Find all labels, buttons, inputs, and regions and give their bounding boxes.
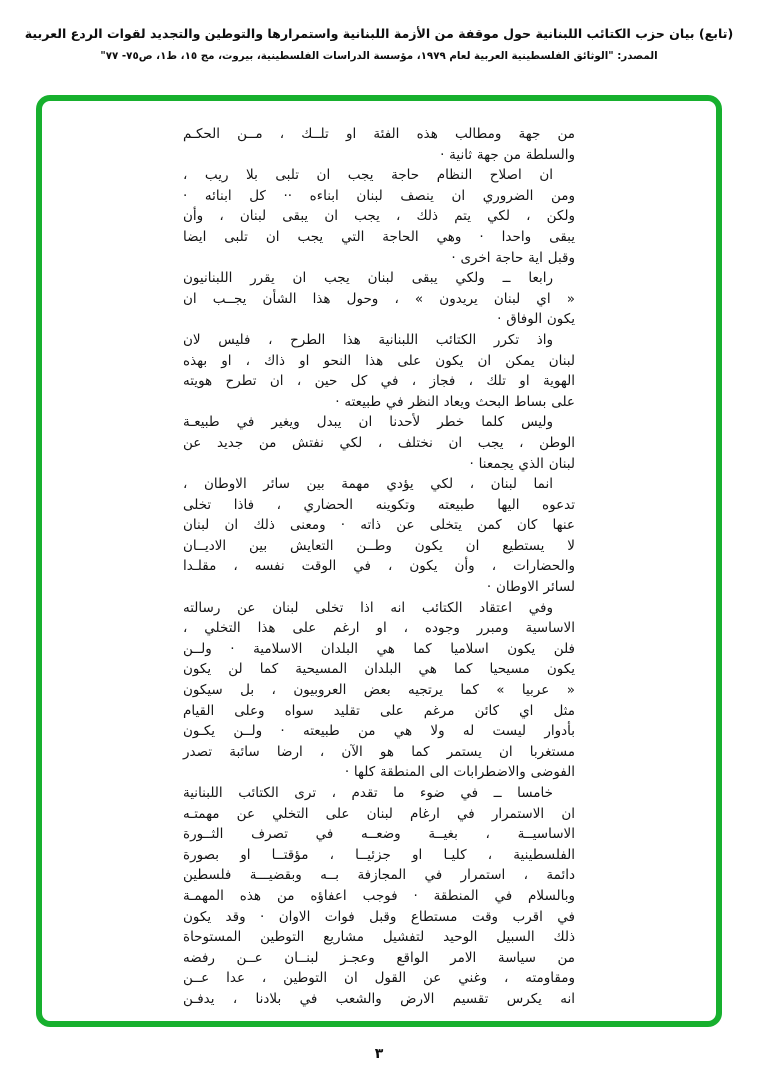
text-line: لبنان الذي يجمعنا · xyxy=(469,455,575,472)
text-line: عنها كان كمن يتخلى عن ذاته · ومعنى ذلك ان لبنان xyxy=(183,517,575,534)
text-line: « عربيا » كما يرتجيه بعض العروبيون ، بل سيكون xyxy=(183,682,575,699)
text-line: ولكن ، لكي يتم ذلك ، يجب ان يبقى لبنان ، وأن xyxy=(183,208,575,225)
body-text xyxy=(183,124,575,1010)
paragraph xyxy=(183,474,575,598)
text-line: ومقاومته ، وغني عن القول ان التوطين ، عدا عــن xyxy=(183,970,575,987)
paragraph xyxy=(183,783,575,1010)
text-line: وبالسلام في المنطقة · فوجب اعفاؤه من هذه المهمـة xyxy=(183,887,575,904)
green-border-frame xyxy=(36,95,722,1027)
text-line: والسلطة من جهة ثانية · xyxy=(440,146,575,163)
text-line: ان اصلاح النظام حاجة يجب ان تلبى بلا ريب ، xyxy=(183,167,553,184)
text-line: الاساسيــة ، بغيــة وضعــه في تصرف الثــورة xyxy=(183,826,575,843)
text-line: يكون الوفاق · xyxy=(497,311,575,328)
text-line: دائمة ، استمرار في المجازفة بــه وبقضيـــة فلسطين xyxy=(183,867,575,884)
text-line: وفي اعتقاد الكتائب انه اذا تخلى لبنان عن رسالته xyxy=(183,599,553,616)
text-line: وليس كلما خطر لأحدنا ان يبدل ويغير في طبيعـة xyxy=(183,414,553,431)
text-line: فلن يكون اسلاميا كما هي البلدان الاسلامية · ولــن xyxy=(183,640,575,657)
text-line: يبقى واحدا · وهي الحاجة التي يجب ان تلبى ايضا xyxy=(183,228,575,245)
text-line: واذ تكرر الكتائب اللبنانية هذا الطرح ، فليس لان xyxy=(183,331,553,348)
paragraph xyxy=(183,165,575,268)
text-line: « اي لبنان يريدون » ، وحول هذا الشأن يجــب ان xyxy=(183,290,575,307)
text-line: من جهة ومطالب هذه الفئة او تلــك ، مــن الحكـم xyxy=(183,126,575,142)
text-line: لسائر الاوطان · xyxy=(486,579,575,596)
text-line: بأدوار ليست له ولا هي من طبيعته · ولــن يكـون xyxy=(183,723,575,740)
text-line: انه يكرس تقسيم الارض والشعب في بلادنا ، يدفـن xyxy=(183,990,575,1007)
page-number: ٣ xyxy=(374,1046,384,1062)
text-line: الهوية او تلك ، فجاز ، في كل حين ، ان تطرح هويته xyxy=(183,373,575,390)
paragraph xyxy=(183,124,575,165)
text-line: ان الاستمرار في ارغام لبنان على التخلي عن مهمتـه xyxy=(183,805,575,822)
text-line: الفوضى والاضطرابات الى المنطقة كلها · xyxy=(344,764,575,781)
paragraph xyxy=(183,412,575,474)
text-line: الوطن ، يجب ان نختلف ، لكي نفتش من جديد عن xyxy=(183,434,575,451)
text-line: الاساسية ومبرر وجوده ، او ارغم على هذا التخلي ، xyxy=(183,620,575,637)
text-line: من سياسة الامر الواقع وعجـز لبنــان عــن رفضه xyxy=(183,949,575,966)
text-line: ذلك السبيل الوحيد لتفشيل مشاريع التوطين المستوحاة xyxy=(183,929,575,946)
text-line: رابعا ــ ولكي يبقى لبنان يجب ان يقرر اللبنانيون xyxy=(183,270,553,287)
source-citation: المصدر: "الوثائق الفلسطينية العربية لعام ١٩٧٩، مؤسسة الدراسات الفلسطينية، بيروت، مج ١٥، ط١، ص٧٥- ٧٧" xyxy=(100,50,658,62)
paragraph xyxy=(183,330,575,412)
text-line: مستغربا ان يستمر كما هو الآن ، ارضا سائبة تصدر xyxy=(183,743,575,760)
text-line: ومن الضروري ان ينصف لبنان ابناءه ·· كل ابنائه · xyxy=(183,187,575,204)
text-line: والحضارات ، وأن يكون ، في الوقت نفسه ، مقلـدا xyxy=(183,558,575,575)
document-title: (تابع) بيان حزب الكتائب اللبنانية حول موقفة من الأزمة اللبنانية واستمرارها والتوطين والتجديد لقوات الردع العربية xyxy=(24,26,734,41)
text-line: لبنان يمكن ان يكون على هذا النحو او ذاك ، او بهذه xyxy=(183,352,575,369)
text-line: الفلسطينية ، كليـا او جزئيــا ، مؤقتــا او بصورة xyxy=(183,846,575,863)
page-header xyxy=(0,26,758,62)
text-line: وقبل اية حاجة اخرى · xyxy=(451,249,575,266)
text-line: لا يستطيع ان يكون وطــن التعايش بين الاديــان xyxy=(183,537,575,554)
paragraph xyxy=(183,268,575,330)
text-line: في اقرب وقت مستطاع وقبل فوات الاوان · وقد يكون xyxy=(183,908,575,925)
text-line: خامسا ــ في ضوء ما تقدم ، ترى الكتائب اللبنانية xyxy=(183,785,553,801)
text-line: على بساط البحث ويعاد النظر في طبيعته · xyxy=(335,393,575,410)
text-line: مثل اي كائن مرغم على تقليد سواه وعلى القيام xyxy=(183,702,575,719)
text-line: تدعوه اليها طبيعته وتكوينه الحضاري ، فاذا تخلى xyxy=(183,496,575,513)
text-line: يكون مسيحيا كما هي البلدان المسيحية كما لن يكون xyxy=(183,661,575,678)
paragraph xyxy=(183,598,575,783)
text-line: انما لبنان ، لكي يؤدي مهمة بين سائر الاوطان ، xyxy=(183,476,553,493)
